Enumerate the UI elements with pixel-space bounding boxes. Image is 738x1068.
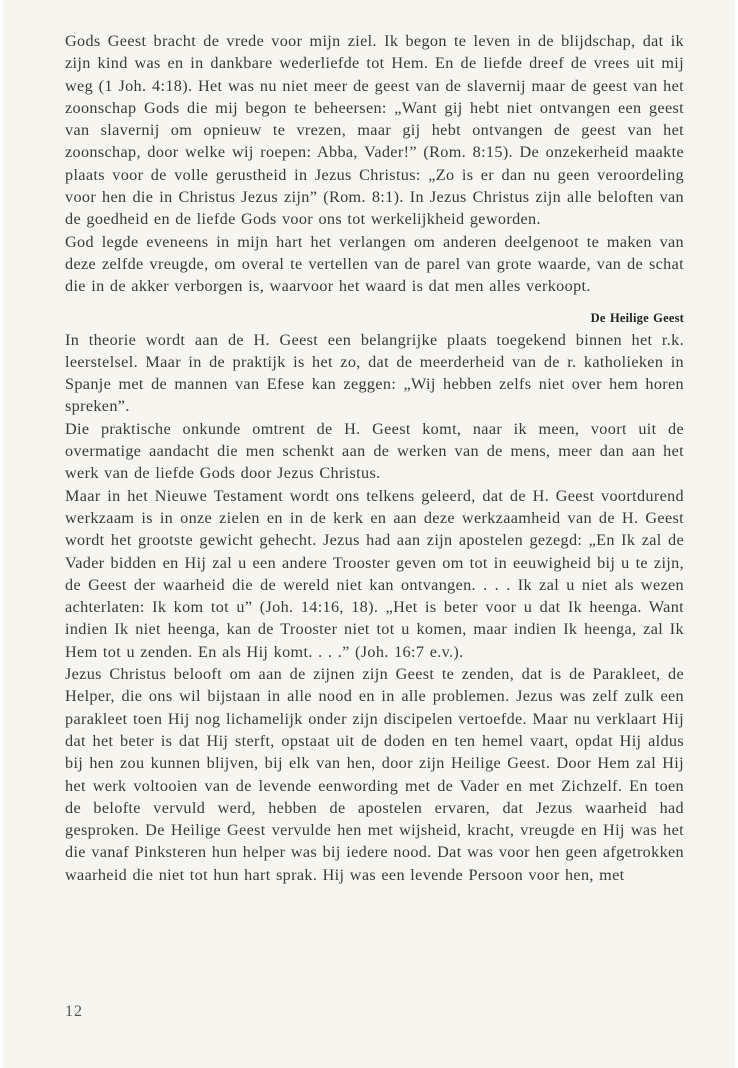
book-page <box>3 0 735 1068</box>
page-number: 12 <box>65 1003 83 1020</box>
page-body <box>65 30 684 886</box>
paragraph: Die praktische onkunde omtrent de H. Geest komt, naar ik meen, voort uit de overmatige aandacht die men schenkt aan de werken van de mens, meer dan aan het werk van de liefde Gods door Jezus Christus. <box>65 419 684 483</box>
section-heading: De Heilige Geest <box>590 310 684 325</box>
paragraph: Jezus Christus belooft om aan de zijnen zijn Geest te zenden, dat is de Parakleet, de Helper, die ons wil bijstaan in alle nood en in alle problemen. Jezus was zelf zulk een parakleet toen Hij nog lichamelijk onder zijn discipelen vertoefde. Maar nu verklaart Hij dat het beter is dat Hij sterft, opstaat uit de doden en ten hemel vaart, opdat Hij aldus bij hen zou kunnen blijven, bij elk van hen, door zijn Heilige Geest. Door Hem zal Hij het werk voltooien van de levende eenwording met de Vader en met Zichzelf. En toen de belofte vervuld werd, hebben de apostelen ervaren, dat Jezus waarheid had gesproken. De Heilige Geest vervulde hen met wijsheid, kracht, vreugde en Hij was het die vanaf Pinksteren hun helper was bij iedere nood. Dat was voor hen geen afgetrokken waarheid die niet tot hun hart sprak. Hij was een levende Persoon voor hen, met <box>65 665 684 884</box>
paragraph: In theorie wordt aan de H. Geest een belangrijke plaats toegekend binnen het r.k. leerstelsel. Maar in de praktijk is het zo, dat de meerderheid van de r. katholieken in Spanje met de mannen van Efese kan zeggen: „Wij hebben zelfs niet over hem horen spreken”. <box>65 330 684 416</box>
paragraph: God legde eveneens in mijn hart het verlangen om anderen deelgenoot te maken van deze zelfde vreugde, om overal te vertellen van de parel van grote waarde, van de schat die in de akker verborgen is, waarvoor het waard is dat men alles verkoopt. <box>65 232 684 296</box>
paragraph: Gods Geest bracht de vrede voor mijn ziel. Ik begon te leven in de blijdschap, dat ik zijn kind was en in dankbare wederliefde tot Hem. En de liefde dreef de vrees uit mij weg (1 Joh. 4:18). Het was nu niet meer de geest van de slavernij maar de geest van het zoonschap Gods die mij begon te beheersen: „Want gij hebt niet ontvangen een geest van slavernij om opnieuw te vrezen, maar gij hebt ontvangen de geest van het zoonschap, door welke wij roepen: Abba, Vader!” (Rom. 8:15). De onzekerheid maakte plaats voor de volle gerustheid in Jezus Christus: „Zo is er dan nu geen veroordeling voor hen die in Christus Jezus zijn” (Rom. 8:1). In Jezus Christus zijn alle beloften van de goedheid en de liefde Gods voor ons tot werkelijkheid geworden. <box>65 32 684 229</box>
paragraph: Maar in het Nieuwe Testament wordt ons telkens geleerd, dat de H. Geest voortdurend werkzaam is in onze zielen en in de kerk en aan deze werkzaamheid van de H. Geest wordt het grootste gewicht gehecht. Jezus had aan zijn apostelen gezegd: „En Ik zal de Vader bidden en Hij zal u een andere Trooster geven om tot in eeuwigheid bij u te zijn, de Geest der waarheid die de wereld niet kan ontvangen. . . . Ik zal u niet als wezen achterlaten: Ik kom tot u” (Joh. 14:16, 18). „Het is beter voor u dat Ik heenga. Want indien Ik niet heenga, kan de Trooster niet tot u komen, maar indien Ik heenga, zal Ik Hem tot u zenden. En als Hij komt. . . .” (Joh. 16:7 e.v.). <box>65 486 684 661</box>
